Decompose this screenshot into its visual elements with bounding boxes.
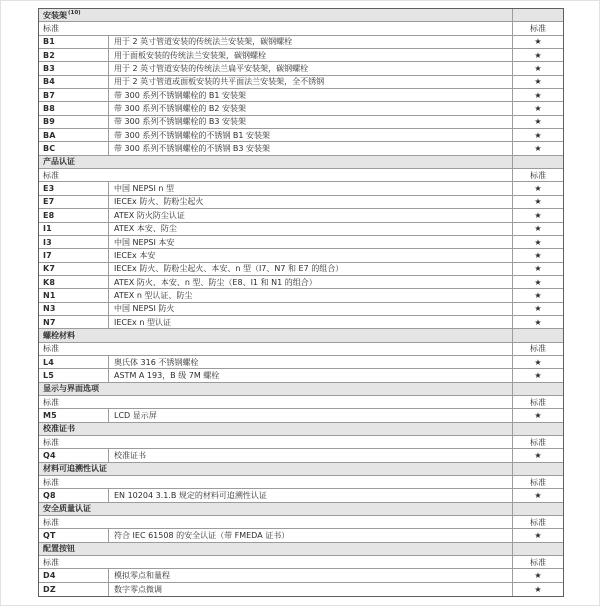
section-title: 安装架 <box>43 10 67 20</box>
option-code-cell: E3 <box>39 182 109 194</box>
option-row <box>39 583 563 596</box>
option-desc-cell: 带 300 系列不锈钢螺栓的不锈钢 B3 安装架 <box>109 142 513 154</box>
standard-subheader-row <box>39 476 563 489</box>
option-code-cell: N7 <box>39 316 109 328</box>
standard-star-cell: ★ <box>534 64 542 74</box>
option-row <box>39 369 563 382</box>
section-header-star-cell <box>513 329 563 341</box>
section-header-row <box>39 503 563 516</box>
standard-star-cell: ★ <box>534 264 542 274</box>
section-header-row <box>39 329 563 342</box>
subheader-left-label: 标准 <box>39 22 513 34</box>
option-row <box>39 89 563 102</box>
standard-star-cell: ★ <box>534 104 542 114</box>
standard-subheader-row <box>39 343 563 356</box>
option-code-cell: BC <box>39 142 109 154</box>
option-code-cell: B9 <box>39 116 109 128</box>
option-row <box>39 449 563 462</box>
standard-star-cell: ★ <box>534 531 542 541</box>
option-code-cell: B4 <box>39 76 109 88</box>
subheader-right-label: 标准 <box>530 170 546 180</box>
option-code-cell: N3 <box>39 303 109 315</box>
option-code-cell: B3 <box>39 62 109 74</box>
option-desc-cell: 带 300 系列不锈钢螺栓的不锈钢 B1 安装架 <box>109 129 513 141</box>
option-row <box>39 249 563 262</box>
standard-star-cell: ★ <box>534 451 542 461</box>
option-code-cell: DZ <box>39 583 109 596</box>
option-row <box>39 223 563 236</box>
section-header-row <box>39 156 563 169</box>
option-code-cell: B1 <box>39 36 109 48</box>
section-header-row <box>39 423 563 436</box>
subheader-left-label: 标准 <box>39 516 513 528</box>
section-title-cell <box>39 503 513 515</box>
standard-star-cell: ★ <box>534 237 542 247</box>
section-header-star-cell <box>513 9 563 21</box>
standard-star-cell: ★ <box>534 50 542 60</box>
section-header-row <box>39 543 563 556</box>
option-code-cell: E8 <box>39 209 109 221</box>
option-code-cell: K8 <box>39 276 109 288</box>
option-desc-cell: 模拟零点和量程 <box>109 569 513 581</box>
option-code-cell: N1 <box>39 289 109 301</box>
section-header-star-cell <box>513 503 563 515</box>
option-desc-cell: EN 10204 3.1.B 规定的材料可追溯性认证 <box>109 489 513 501</box>
option-code-cell: L4 <box>39 356 109 368</box>
subheader-left-label: 标准 <box>39 396 513 408</box>
section-title: 产品认证 <box>43 157 75 167</box>
standard-star-cell: ★ <box>534 210 542 220</box>
option-desc-cell: 用于 2 英寸管道安装的传统法兰安装架，碳钢螺栓 <box>109 36 513 48</box>
section-title-cell <box>39 9 513 21</box>
section-header-star-cell <box>513 463 563 475</box>
standard-star-cell: ★ <box>534 410 542 420</box>
standard-star-cell: ★ <box>534 290 542 300</box>
standard-subheader-row <box>39 22 563 35</box>
standard-star-cell: ★ <box>534 224 542 234</box>
option-row <box>39 316 563 329</box>
standard-star-cell: ★ <box>534 197 542 207</box>
option-desc-cell: 校准证书 <box>109 449 513 461</box>
section-title-footnote: (10) <box>68 10 81 17</box>
standard-star-cell: ★ <box>534 90 542 100</box>
section-header-row <box>39 463 563 476</box>
option-desc-cell: IECEx n 型认证 <box>109 316 513 328</box>
subheader-left-label: 标准 <box>39 169 513 181</box>
section-header-star-cell <box>513 423 563 435</box>
option-code-cell: Q8 <box>39 489 109 501</box>
section-title-cell <box>39 329 513 341</box>
option-code-cell: D4 <box>39 569 109 581</box>
standard-star-cell: ★ <box>534 370 542 380</box>
option-code-cell: I3 <box>39 236 109 248</box>
section-header-row <box>39 9 563 22</box>
section-header-star-cell <box>513 156 563 168</box>
standard-star-cell: ★ <box>534 304 542 314</box>
option-row <box>39 303 563 316</box>
option-desc-cell: 数字零点微调 <box>109 583 513 596</box>
subheader-right-label: 标准 <box>530 477 546 487</box>
option-desc-cell: 用于面板安装的传统法兰安装架，碳钢螺栓 <box>109 49 513 61</box>
option-code-cell: B7 <box>39 89 109 101</box>
section-title-cell <box>39 423 513 435</box>
section-header-star-cell <box>513 543 563 555</box>
option-desc-cell: 奥氏体 316 不锈钢螺栓 <box>109 356 513 368</box>
option-desc-cell: 带 300 系列不锈钢螺栓的 B3 安装架 <box>109 116 513 128</box>
subheader-left-label: 标准 <box>39 436 513 448</box>
standard-star-cell: ★ <box>534 144 542 154</box>
option-row <box>39 409 563 422</box>
subheader-right-label: 标准 <box>530 24 546 34</box>
option-code-cell: Q4 <box>39 449 109 461</box>
standard-subheader-row <box>39 169 563 182</box>
option-row <box>39 489 563 502</box>
standard-star-cell: ★ <box>534 37 542 47</box>
standard-star-cell: ★ <box>534 571 542 581</box>
option-code-cell: B2 <box>39 49 109 61</box>
section-title: 螺栓材料 <box>43 330 75 340</box>
option-code-cell: E7 <box>39 196 109 208</box>
option-desc-cell: 中国 NEPSI n 型 <box>109 182 513 194</box>
option-desc-cell: IECEx 本安 <box>109 249 513 261</box>
option-desc-cell: ATEX 本安、防尘 <box>109 223 513 235</box>
section-title-cell <box>39 463 513 475</box>
standard-star-cell: ★ <box>534 357 542 367</box>
option-row <box>39 289 563 302</box>
option-row <box>39 102 563 115</box>
subheader-right-label: 标准 <box>530 397 546 407</box>
section-header-star-cell <box>513 383 563 395</box>
standard-subheader-row <box>39 516 563 529</box>
standard-star-cell: ★ <box>534 491 542 501</box>
option-row <box>39 142 563 155</box>
option-code-cell: I7 <box>39 249 109 261</box>
subheader-right-label: 标准 <box>530 557 546 567</box>
standard-star-cell: ★ <box>534 277 542 287</box>
option-code-cell: M5 <box>39 409 109 421</box>
subheader-left-label: 标准 <box>39 343 513 355</box>
option-row <box>39 76 563 89</box>
section-title: 安全质量认证 <box>43 504 91 514</box>
option-desc-cell: 带 300 系列不锈钢螺栓的 B1 安装架 <box>109 89 513 101</box>
option-code-cell: BA <box>39 129 109 141</box>
option-desc-cell: IECEx 防火、防粉尘起火、本安、n 型（I7、N7 和 E7 的组合） <box>109 263 513 275</box>
standard-star-cell: ★ <box>534 584 542 594</box>
option-row <box>39 529 563 542</box>
option-desc-cell: IECEx 防火、防粉尘起火 <box>109 196 513 208</box>
option-row <box>39 49 563 62</box>
option-row <box>39 236 563 249</box>
subheader-right-label: 标准 <box>530 437 546 447</box>
option-desc-cell: LCD 显示屏 <box>109 409 513 421</box>
option-desc-cell: 用于 2 英寸管道或面板安装的共平面法兰安装架，全不锈钢 <box>109 76 513 88</box>
section-title-cell <box>39 383 513 395</box>
option-desc-cell: ATEX 防火防尘认证 <box>109 209 513 221</box>
section-title-cell <box>39 156 513 168</box>
option-desc-cell: ASTM A 193，B 级 7M 螺栓 <box>109 369 513 381</box>
option-desc-cell: 中国 NEPSI 本安 <box>109 236 513 248</box>
section-title: 配置按钮 <box>43 544 75 554</box>
option-desc-cell: ATEX 防火、本安、n 型、防尘（E8、I1 和 N1 的组合） <box>109 276 513 288</box>
option-row <box>39 62 563 75</box>
subheader-left-label: 标准 <box>39 556 513 568</box>
section-title-cell <box>39 543 513 555</box>
subheader-left-label: 标准 <box>39 476 513 488</box>
standard-star-cell: ★ <box>534 117 542 127</box>
option-code-cell: L5 <box>39 369 109 381</box>
option-desc-cell: 带 300 系列不锈钢螺栓的 B2 安装架 <box>109 102 513 114</box>
option-row <box>39 356 563 369</box>
standard-star-cell: ★ <box>534 77 542 87</box>
option-code-cell: QT <box>39 529 109 541</box>
standard-star-cell: ★ <box>534 250 542 260</box>
option-row <box>39 182 563 195</box>
option-code-cell: K7 <box>39 263 109 275</box>
subheader-right-label: 标准 <box>530 344 546 354</box>
option-code-cell: I1 <box>39 223 109 235</box>
option-desc-cell: ATEX n 型认证、防尘 <box>109 289 513 301</box>
option-row <box>39 116 563 129</box>
standard-subheader-row <box>39 556 563 569</box>
standard-star-cell: ★ <box>534 130 542 140</box>
standard-subheader-row <box>39 436 563 449</box>
option-desc-cell: 用于 2 英寸管道安装的传统法兰扁平安装架，碳钢螺栓 <box>109 62 513 74</box>
option-desc-cell: 中国 NEPSI 防火 <box>109 303 513 315</box>
option-code-cell: B8 <box>39 102 109 114</box>
option-row <box>39 129 563 142</box>
subheader-right-label: 标准 <box>530 517 546 527</box>
option-row <box>39 196 563 209</box>
spec-table <box>38 8 564 597</box>
option-row <box>39 276 563 289</box>
section-title: 显示与界面选项 <box>43 384 99 394</box>
section-title: 校准证书 <box>43 424 75 434</box>
standard-star-cell: ★ <box>534 184 542 194</box>
option-row <box>39 209 563 222</box>
standard-star-cell: ★ <box>534 317 542 327</box>
section-title: 材料可追溯性认证 <box>43 464 107 474</box>
option-row <box>39 263 563 276</box>
section-header-row <box>39 383 563 396</box>
option-desc-cell: 符合 IEC 61508 的安全认证（带 FMEDA 证书） <box>109 529 513 541</box>
option-row <box>39 36 563 49</box>
option-row <box>39 569 563 582</box>
standard-subheader-row <box>39 396 563 409</box>
